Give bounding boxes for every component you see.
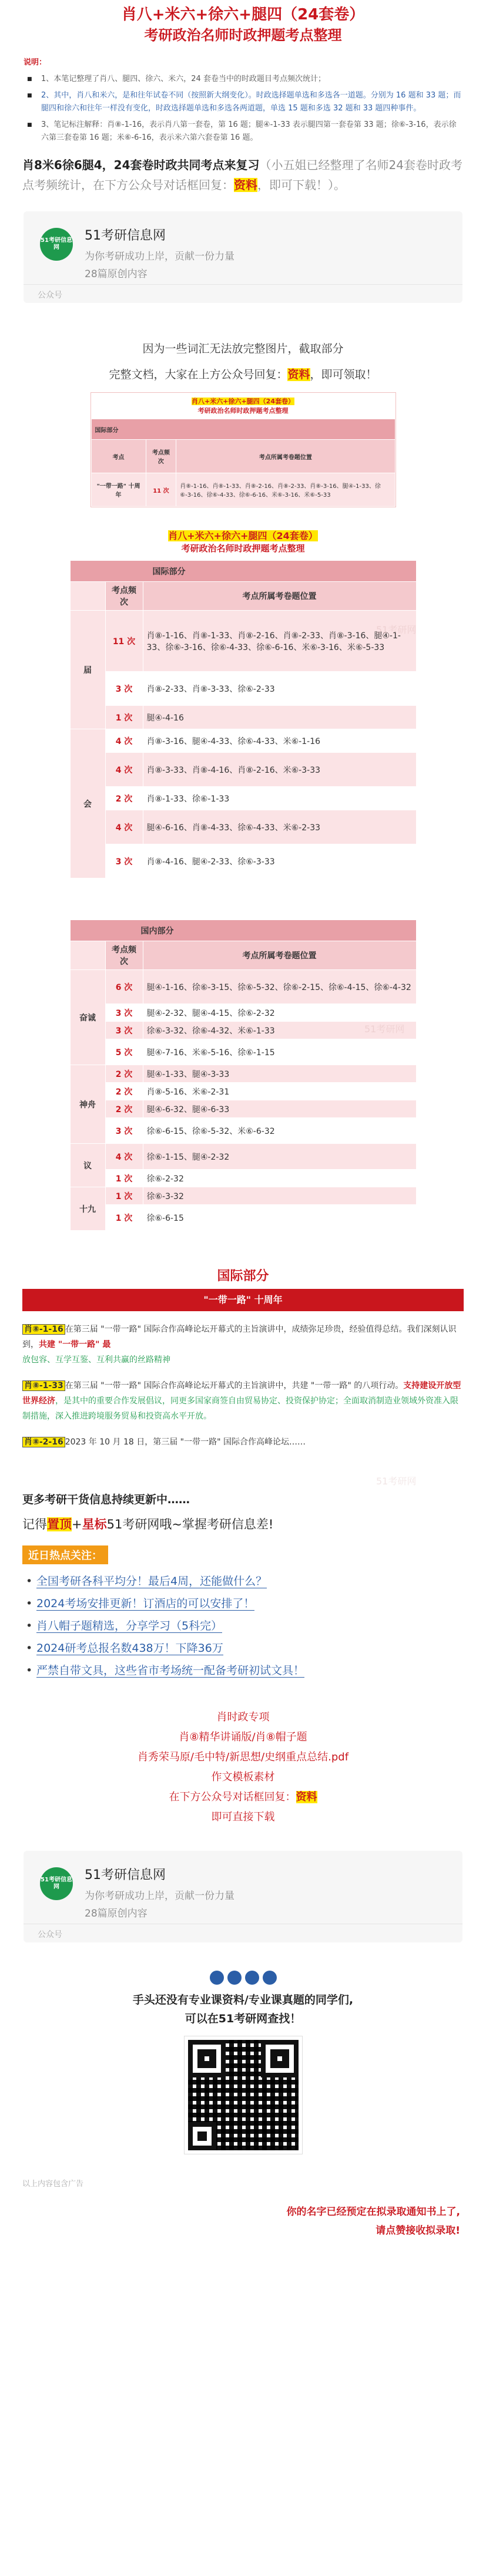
divider <box>24 284 462 285</box>
more-heading: 更多考研干货信息持续更新中…… <box>22 1493 190 1506</box>
lead-main: 肖8米6徐6腿4，24套卷时政共同考点来复习 <box>22 158 260 172</box>
doc-preview-b <box>70 528 417 878</box>
resource-keyword: 资料 <box>296 1791 317 1803</box>
footer-line: 你的名字已经预定在拟录取通知书上了, <box>286 2206 460 2218</box>
preview-section: 国际部分 <box>91 419 395 440</box>
freq-cell: 4 次 <box>105 1144 143 1170</box>
pos-cell: 肖⑧-2-33、肖⑧-3-33、徐⑥-2-33 <box>143 672 416 706</box>
pos-cell: 腿④-2-32、腿④-4-15、徐⑥-2-32 <box>143 1004 416 1022</box>
topic-bar: "一带一路" 十周年 <box>22 1289 464 1311</box>
pos-cell: 腿④-1-33、腿④-3-33 <box>143 1065 416 1083</box>
resource-line: 肖时政专项 <box>216 1711 270 1723</box>
doc-header <box>0 0 486 46</box>
category-cell: 议 <box>70 1144 105 1187</box>
topic-cell: "一带一路" 十周年 <box>91 473 146 507</box>
star-label: 星标 <box>82 1517 107 1531</box>
freq-cell: 2 次 <box>105 1083 143 1100</box>
resource-line: 肖秀荣马原/毛中特/新思想/史纲重点总结.pdf <box>137 1751 349 1763</box>
belt-text: 在第三届 "一带一路" 国际合作高峰论坛开幕式的主旨演讲中，成绩弥足珍贵，经验值得总结。我们深刻认识到， <box>22 1325 457 1349</box>
freq-cell: 2 次 <box>105 1100 143 1118</box>
ad-note: 以上内容包含广告 <box>22 2180 84 2188</box>
belt-paragraph <box>22 1435 464 1450</box>
pos-cell: 腿④-6-32、腿④-6-33 <box>143 1100 416 1118</box>
intro-line: 因为一些词汇无法放完整图片，截取部分 <box>142 342 344 355</box>
intro-text-part: ，即可领取！ <box>310 368 377 381</box>
hot-link-text[interactable]: 肖八帽子题精选，分享学习（5科完） <box>36 1619 223 1632</box>
col-header: 考点频次 <box>105 582 143 611</box>
account-count: 28篇原创内容 <box>85 1908 148 1920</box>
category-cell: 奋诚 <box>70 970 105 1065</box>
pos-cell: 肖⑧-4-16、腿④-2-33、徐⑥-3-33 <box>143 844 416 878</box>
belt-paragraph <box>22 1378 464 1424</box>
resource-line: 作文模板素材 <box>211 1771 275 1783</box>
hot-link[interactable] <box>36 1570 464 1592</box>
qr-code-icon[interactable] <box>185 2036 302 2154</box>
pos-cell: 腿④-4-16 <box>143 706 416 729</box>
account-name: 51考研信息网 <box>85 228 166 243</box>
hot-link-text[interactable]: 2024考场安排更新！订酒店的可以安排了！ <box>36 1597 255 1610</box>
section-title: 国际部分 <box>217 1269 269 1284</box>
note-item <box>39 119 462 144</box>
resource-line: 即可直接下载 <box>211 1811 275 1823</box>
account-footer: 公众号 <box>38 1930 62 1939</box>
freq-cell: 3 次 <box>105 1004 143 1022</box>
pin-label: 置顶 <box>47 1517 72 1531</box>
hot-link-text[interactable]: 严禁自带文具，这些省市考场统一配备考研初试文具！ <box>36 1664 305 1677</box>
hot-link[interactable] <box>36 1615 464 1637</box>
hot-link[interactable] <box>36 1637 464 1659</box>
belt-paragraph <box>22 1322 464 1368</box>
category-cell: 届 <box>70 611 105 729</box>
dots-decoration <box>0 1971 486 1985</box>
freq-cell: 5 次 <box>105 1039 143 1065</box>
freq-cell: 4 次 <box>105 729 143 753</box>
account-desc: 为你考研成功上岸，贡献一份力量 <box>85 1890 234 1902</box>
freq-cell: 2 次 <box>105 787 143 810</box>
freq-cell: 1 次 <box>105 1170 143 1187</box>
doc-preview-a <box>91 392 396 507</box>
doc-subtitle: 考研政治名师时政押题考点整理 <box>144 27 342 43</box>
preview-title: 肖八+米六+徐六+腿四（24套卷） <box>168 530 318 541</box>
col-header: 考点 <box>91 440 146 473</box>
freq-cell: 3 次 <box>105 844 143 878</box>
freq-cell: 11 次 <box>146 473 176 507</box>
freq-cell: 3 次 <box>105 1022 143 1039</box>
watermark: 51考研网 <box>364 1023 405 1035</box>
preview-section: 国际部分 <box>70 561 416 582</box>
lead-keyword: 资料 <box>234 178 257 192</box>
pos-cell: 徐⑥-2-32 <box>143 1170 416 1187</box>
more-text: 记得 <box>22 1517 47 1531</box>
hot-link[interactable] <box>36 1659 464 1682</box>
belt-green-text: ，是其中的重要合作发展倡议，同更多国家商签自由贸易协定、投资保护协定；全面取消制造业领域外资准入限制措施，深入推进跨境服务贸易和投资高水平开放。 <box>22 1396 458 1421</box>
watermark: 51考研网 <box>376 624 417 635</box>
freq-cell: 4 次 <box>105 810 143 844</box>
hot-link[interactable] <box>36 1592 464 1615</box>
lead-paragraph <box>22 155 464 195</box>
intro-text <box>0 336 486 388</box>
col-header: 考点频次 <box>146 440 176 473</box>
col-header: 考点频次 <box>105 941 143 970</box>
belt-text: 2023 年 10 月 18 日，第三届 "一带一路" 国际合作高峰论坛…… <box>65 1437 306 1447</box>
account-footer: 公众号 <box>38 291 62 300</box>
qr-section <box>0 1971 486 2154</box>
freq-cell: 1 次 <box>105 1187 143 1205</box>
hot-link-text[interactable]: 2024研考总报名数438万！下降36万 <box>36 1642 223 1655</box>
notes-label: 说明： <box>24 58 47 67</box>
pos-cell: 徐⑥-3-32、徐⑥-4-32、米⑥-1-33 <box>143 1022 416 1039</box>
pos-cell: 腿④-6-16、肖⑧-4-33、徐⑥-4-33、米⑥-2-33 <box>143 810 416 844</box>
freq-cell: 2 次 <box>105 1065 143 1083</box>
watermark: 51考研网 <box>376 1476 417 1487</box>
qr-line: 手头还没有专业课资料/专业课真题的同学们, <box>132 1994 354 2006</box>
more-text: + <box>72 1517 82 1531</box>
preview-title: 肖八+米六+徐六+腿四（24套卷） <box>192 398 294 405</box>
note-item: ■ 2、其中，肖八和米六，是和往年试卷不同（按照新大纲变化）。时政选择题单选和多选各一道题。分别为 16 题和 33 题；而腿四和徐六和往年一样没有变化，时政选择题单选和多选各两道题，单选 15 题和多选 32 题和 33 题四种事件。 <box>39 89 462 115</box>
pos-cell: 腿④-7-16、米⑥-5-16、徐⑥-1-15 <box>143 1039 416 1065</box>
pos-cell: 肖⑧-3-16、腿④-4-33、徐⑥-4-33、米⑥-1-16 <box>143 729 416 753</box>
freq-cell: 4 次 <box>105 753 143 787</box>
col-header: 考点所属考卷题位置 <box>143 941 416 970</box>
resources-list <box>0 1708 486 1827</box>
pos-cell: 徐⑥-6-15 <box>143 1205 416 1231</box>
pos-cell: 徐⑥-6-15、徐⑥-5-32、米⑥-6-32 <box>143 1118 416 1144</box>
lead-sub: （小五姐已经整理了名师24套卷时政考点考频统计，在下方公众号对话框回复： <box>22 158 462 192</box>
belt-emphasis: 共建 "一带一路" 最 <box>39 1340 111 1349</box>
note-item: ■ 1、本笔记整理了肖八、腿四、徐六、米六，24 套卷当中的时政题目考点频次统计； <box>39 73 462 86</box>
hot-link-text[interactable]: 全国考研各科平均分！最后4周，还能做什么？ <box>36 1575 267 1588</box>
freq-cell: 6 次 <box>105 970 143 1004</box>
footer-line: 请点赞接收拟录取! <box>376 2225 460 2237</box>
account-name: 51考研信息网 <box>85 1868 166 1883</box>
category-cell: 会 <box>70 729 105 878</box>
pos-cell: 徐⑥-3-32 <box>143 1187 416 1205</box>
col-header: 考点所属考卷题位置 <box>143 582 416 611</box>
notes-section <box>24 56 462 144</box>
doc-preview-c <box>70 920 417 1231</box>
pos-cell: 腿④-1-16、徐⑥-3-15、徐⑥-5-32、徐⑥-2-15、徐⑥-4-15、徐⑥-4-32 <box>143 970 416 1004</box>
account-logo: 51考研信息网 <box>40 1867 73 1900</box>
more-section <box>22 1491 464 1533</box>
account-card[interactable] <box>24 1851 462 1942</box>
resource-line: 肖⑧精华讲诵版/肖⑧帽子题 <box>179 1731 307 1743</box>
freq-cell: 3 次 <box>105 672 143 706</box>
pos-cell: 肖⑧-3-33、肖⑧-4-16、肖⑧-2-16、米⑥-3-33 <box>143 753 416 787</box>
qr-line: 可以在51考研网查找！ <box>185 2012 301 2025</box>
pos-cell: 肖⑧-5-16、米⑥-2-31 <box>143 1083 416 1100</box>
pos-cell: 肖⑧-1-33、徐⑥-1-33 <box>143 787 416 810</box>
freq-cell: 1 次 <box>105 1205 143 1231</box>
belt-text: 在第三届 "一带一路" 国际合作高峰论坛开幕式的主旨演讲中，共建 "一带一路" 的八项行动。 <box>65 1381 404 1390</box>
intro-line <box>0 362 486 388</box>
pos-cell: 肖⑧-1-16、肖⑧-1-33、肖⑧-2-16、肖⑧-2-33、肖⑧-3-16、腿④-1-33、徐⑥-3-16、徐⑥-4-33、徐⑥-6-16、米⑥-3-16、米⑥-5-33 <box>176 473 395 507</box>
preview-subtitle: 考研政治名师时政押题考点整理 <box>181 543 305 554</box>
belt-green-text: 放包容、互学互鉴、互利共赢的丝路精神 <box>22 1355 170 1365</box>
intro-text-part: 完整文档，大家在上方公众号回复： <box>109 368 288 381</box>
ref-tag: 肖⑧-1-33 <box>22 1380 65 1391</box>
resource-text: 在下方公众号对话框回复： <box>169 1791 296 1803</box>
freq-cell: 3 次 <box>105 1118 143 1144</box>
preview-subtitle: 考研政治名师时政押题考点整理 <box>197 407 289 415</box>
doc-title: 肖八+米六+徐六+腿四（24套卷） <box>121 6 365 23</box>
belt-emphasis: 支持建设开放型世界经济 <box>22 1381 461 1406</box>
note-text: 3、笔记标注解释：肖⑧-1-16，表示肖八第一套卷，第 16 题；腿④-1-33 表示腿四第一套卷第 33 题；徐⑥-3-16，表示徐六第三套卷第 16 题；米⑥-6-16，表示米六第六套卷第 16 题。 <box>41 120 457 142</box>
lead-tail: ，即可下载！）。 <box>257 178 346 192</box>
freq-cell: 11 次 <box>105 611 143 672</box>
category-cell: 十九 <box>70 1187 105 1231</box>
category-cell: 神舟 <box>70 1065 105 1144</box>
more-subline <box>22 1515 464 1533</box>
more-text: 51考研网哦~掌握考研信息差! <box>106 1517 274 1531</box>
ref-tag: 肖⑧-1-16 <box>22 1324 65 1335</box>
footer-text <box>0 2203 486 2240</box>
account-card[interactable] <box>24 211 462 303</box>
intro-keyword: 资料 <box>287 368 310 381</box>
ref-tag: 肖⑧-2-16 <box>22 1437 65 1447</box>
col-header: 考点所属考卷题位置 <box>176 440 395 473</box>
hot-label: 近日热点关注： <box>22 1545 108 1564</box>
account-desc: 为你考研成功上岸，贡献一份力量 <box>85 251 234 262</box>
freq-cell: 1 次 <box>105 706 143 729</box>
hot-topics <box>22 1545 464 1682</box>
preview-section: 国内部分 <box>70 920 416 941</box>
pos-cell: 徐⑥-1-15、腿④-2-32 <box>143 1144 416 1170</box>
account-count: 28篇原创内容 <box>85 268 148 280</box>
pos-cell: 肖⑧-1-16、肖⑧-1-33、肖⑧-2-16、肖⑧-2-33、肖⑧-3-16、腿④-1-33、徐⑥-3-16、徐⑥-4-33、徐⑥-6-16、米⑥-3-16、米⑥-5-33 <box>143 611 416 672</box>
resource-reply <box>0 1787 486 1807</box>
account-logo: 51考研信息网 <box>40 228 73 261</box>
belt-road-section <box>22 1266 464 1450</box>
